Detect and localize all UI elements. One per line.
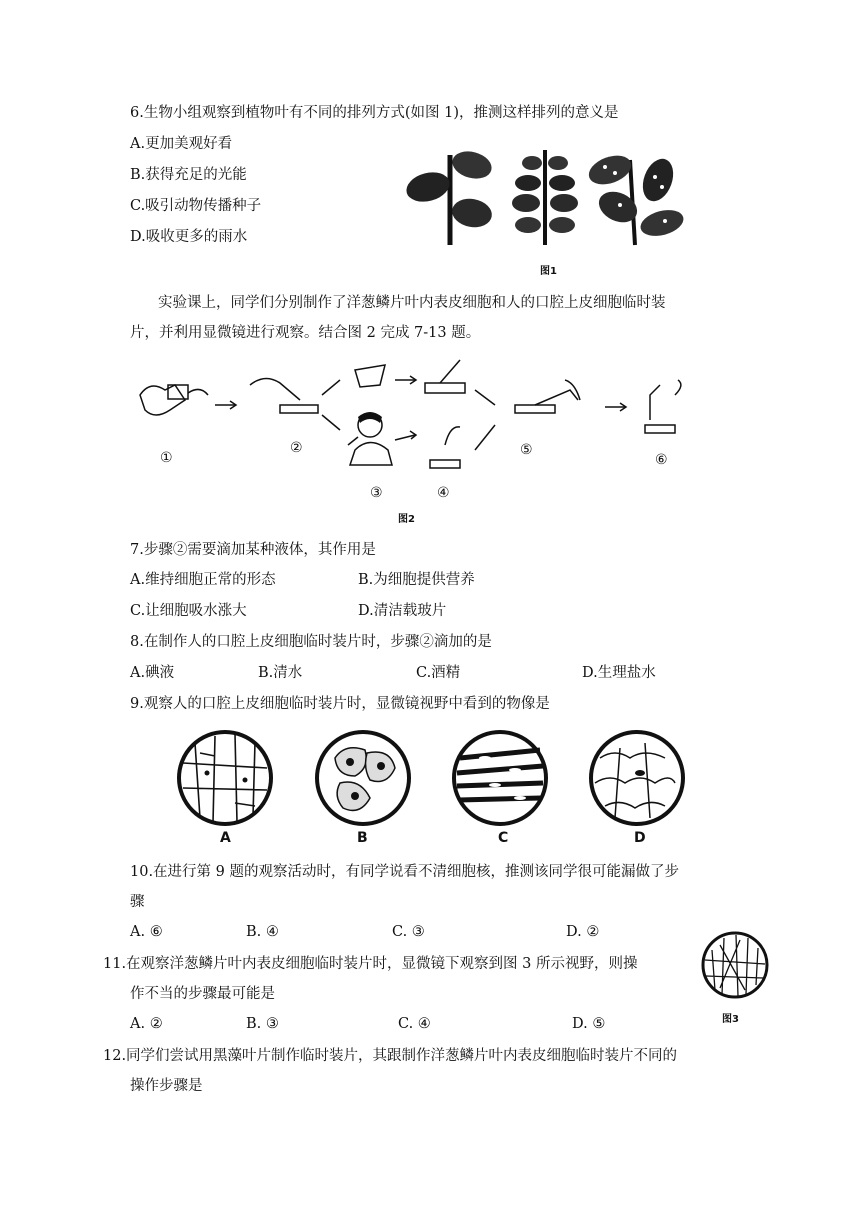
q10-option-c: C. ③ xyxy=(392,924,425,940)
q12-stem-line-2: 操作步骤是 xyxy=(130,1078,203,1094)
q9-cell-images xyxy=(175,728,685,828)
q6-option-d: D.吸收更多的雨水 xyxy=(130,229,248,245)
step-3-label: ③ xyxy=(370,485,383,501)
plant-alternate-icon xyxy=(512,150,578,245)
intro-line-1: 实验课上，同学们分别制作了洋葱鳞片叶内表皮细胞和人的口腔上皮细胞临时装 xyxy=(158,295,666,311)
plant-whorled-icon xyxy=(585,150,686,245)
q10-stem-line-1: 10.在进行第 9 题的观察活动时，有同学说看不清细胞核，推测该同学很可能漏做了步 xyxy=(130,864,680,880)
figure-3-caption: 图3 xyxy=(722,1014,739,1025)
q7-stem: 7.步骤②需要滴加某种液体，其作用是 xyxy=(130,542,376,558)
q6-option-a: A.更加美观好看 xyxy=(130,136,233,152)
q9-letter-d: D xyxy=(634,830,646,846)
figure-3-overlap-cells xyxy=(700,930,770,1000)
q10-stem-line-2: 骤 xyxy=(130,894,145,910)
q7-option-a: A.维持细胞正常的形态 xyxy=(130,572,276,588)
q8-option-b: B.清水 xyxy=(258,665,303,681)
step-5-label: ⑤ xyxy=(520,442,533,458)
q7-option-d: D.清洁载玻片 xyxy=(358,603,447,619)
step-4-label: ④ xyxy=(437,485,450,501)
cell-image-a-icon xyxy=(179,732,271,824)
intro-line-2: 片，并利用显微镜进行观察。结合图 2 完成 7-13 题。 xyxy=(130,325,481,341)
figure-2-caption: 图2 xyxy=(398,514,415,525)
step-2-label: ② xyxy=(290,440,303,456)
q6-option-b: B.获得充足的光能 xyxy=(130,167,247,183)
step-1-label: ① xyxy=(160,450,173,466)
figure-1-leaf-arrangements xyxy=(400,145,690,255)
q9-letter-b: B xyxy=(357,830,368,846)
cell-image-b-icon xyxy=(317,732,409,824)
figure-1-caption: 图1 xyxy=(540,266,557,277)
cell-image-d-icon xyxy=(591,732,683,824)
q7-option-c: C.让细胞吸水涨大 xyxy=(130,603,247,619)
figure-2-slide-steps xyxy=(130,355,700,475)
q11-stem-line-2: 作不当的步骤最可能是 xyxy=(130,986,275,1002)
q9-stem: 9.观察人的口腔上皮细胞临时装片时，显微镜视野中看到的物像是 xyxy=(130,696,550,712)
q9-letter-a: A xyxy=(220,830,231,846)
q8-option-d: D.生理盐水 xyxy=(582,665,656,681)
q11-option-b: B. ③ xyxy=(246,1016,279,1032)
q11-option-c: C. ④ xyxy=(398,1016,431,1032)
q8-stem: 8.在制作人的口腔上皮细胞临时装片时，步骤②滴加的是 xyxy=(130,634,492,650)
step-6-label: ⑥ xyxy=(655,452,668,468)
q12-stem-line-1: 12.同学们尝试用黑藻叶片制作临时装片，其跟制作洋葱鳞片叶内表皮细胞临时装片不同的 xyxy=(103,1048,678,1064)
plant-opposite-icon xyxy=(403,147,495,245)
q7-option-b: B.为细胞提供营养 xyxy=(358,572,475,588)
q8-option-c: C.酒精 xyxy=(416,665,461,681)
q6-option-c: C.吸引动物传播种子 xyxy=(130,198,262,214)
q9-letter-c: C xyxy=(498,830,509,846)
q10-option-a: A. ⑥ xyxy=(130,924,163,940)
cell-image-c-icon xyxy=(454,732,546,824)
q10-option-d: D. ② xyxy=(566,924,600,940)
q11-option-d: D. ⑤ xyxy=(572,1016,606,1032)
q6-stem: 6.生物小组观察到植物叶有不同的排列方式(如图 1)，推测这样排列的意义是 xyxy=(130,105,619,121)
q11-stem-line-1: 11.在观察洋葱鳞片叶内表皮细胞临时装片时，显微镜下观察到图 3 所示视野，则操 xyxy=(103,956,638,972)
q10-option-b: B. ④ xyxy=(246,924,279,940)
q11-option-a: A. ② xyxy=(130,1016,163,1032)
q8-option-a: A.碘液 xyxy=(130,665,175,681)
